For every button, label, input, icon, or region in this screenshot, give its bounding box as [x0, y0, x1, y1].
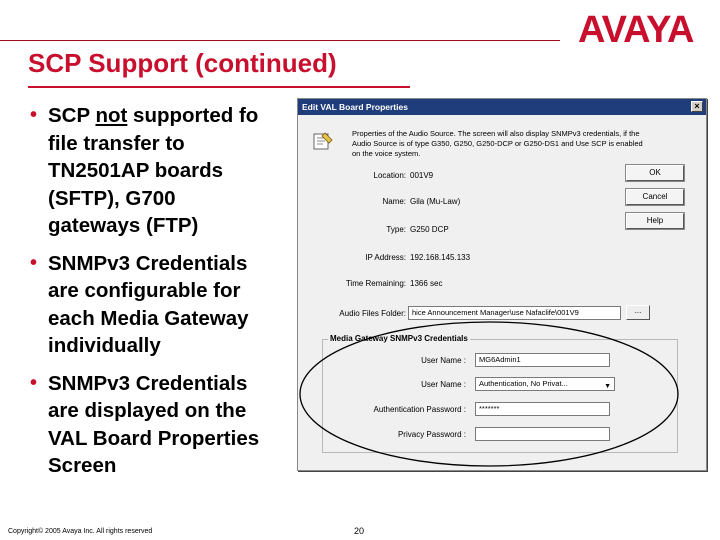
page-number: 20 — [354, 526, 365, 536]
dialog-title: Edit VAL Board Properties — [302, 102, 408, 112]
dialog-description: Properties of the Audio Source. The screen will also display SNMPv3 credentials, if the Audio Source is of type G350, G250, G250-DCP or G250-DS1 and Use SCP is enabled on the voice system. — [352, 129, 643, 158]
audio-files-folder-field[interactable]: hice Announcement Manager\use Nafaclife\001V9 — [408, 306, 621, 320]
slide-title: SCP Support (continued) — [28, 48, 337, 78]
security-level-label: User Name : — [421, 380, 466, 389]
auth-password-label: Authentication Password : — [373, 405, 466, 414]
auth-password-field[interactable]: ******* — [475, 402, 610, 416]
dropdown-arrow-icon[interactable]: ▼ — [604, 383, 611, 390]
bullet-list — [30, 102, 298, 482]
emphasis-text: not — [95, 104, 128, 127]
ip-address-label: IP Address: — [365, 253, 406, 262]
bullet-line: SCP not supported fo — [48, 104, 259, 127]
bullet-line: are configurable for — [48, 279, 241, 302]
privacy-password-label: Privacy Password : — [397, 430, 466, 439]
bullet-line: VAL Board Properties — [48, 426, 260, 450]
bullet-line: are displayed on the — [48, 399, 247, 422]
bullet-item — [30, 102, 298, 240]
user-name-label: User Name : — [421, 356, 466, 365]
bullet-line: TN2501AP boards — [48, 159, 224, 182]
bullet-line: (SFTP), G700 — [48, 186, 176, 210]
cancel-button[interactable]: Cancel — [626, 189, 684, 205]
bullet-item — [30, 370, 298, 480]
bullet-line: SNMPv3 Credentials — [48, 371, 248, 395]
val-board-properties-dialog — [297, 98, 707, 471]
ip-address-value: 192.168.145.133 — [410, 253, 471, 262]
avaya-logo — [574, 6, 714, 52]
title-underline — [28, 86, 410, 88]
bullet-item — [30, 250, 298, 360]
location-label: Location: — [373, 171, 406, 180]
type-label: Type: — [386, 225, 406, 234]
user-name-field[interactable]: MG6Admin1 — [475, 353, 610, 367]
security-level-select[interactable] — [475, 377, 615, 391]
audio-files-folder-label: Audio Files Folder: — [339, 309, 406, 318]
bullet-line: each Media Gateway — [48, 306, 249, 330]
name-label: Name: — [382, 197, 406, 206]
security-level-value: Authentication, No Privat... — [479, 379, 568, 388]
bullet-line: SNMPv3 Credentials — [48, 251, 248, 275]
snmp-group-title: Media Gateway SNMPv3 Credentials — [330, 334, 468, 343]
header-rule — [0, 40, 560, 41]
bullet-line: gateways (FTP) — [48, 214, 199, 237]
type-value: G250 DCP — [410, 225, 449, 234]
close-button[interactable]: × — [691, 101, 703, 112]
time-remaining-value: 1366 sec — [410, 279, 443, 288]
copyright-text: Copyright© 2005 Avaya Inc. All rights reserved — [8, 528, 153, 535]
bullet-line: Screen — [48, 454, 117, 477]
location-value: 001V9 — [410, 171, 434, 180]
bullet-icon: • — [30, 251, 38, 274]
browse-button[interactable]: ... — [626, 305, 650, 320]
name-value: Gila (Mu-Law) — [410, 197, 461, 206]
dialog-titlebar[interactable] — [298, 99, 706, 115]
bullet-line: individually — [48, 334, 161, 357]
bullet-line: file transfer to — [48, 131, 185, 155]
time-remaining-label: Time Remaining: — [345, 279, 406, 288]
ok-button[interactable]: OK — [626, 165, 684, 181]
help-button[interactable]: Help — [626, 213, 684, 229]
avaya-logo-text: AVAYA — [578, 9, 694, 51]
properties-icon — [312, 131, 334, 151]
bullet-icon: • — [30, 371, 38, 394]
privacy-password-field[interactable] — [475, 427, 610, 441]
bullet-icon: • — [30, 104, 38, 126]
